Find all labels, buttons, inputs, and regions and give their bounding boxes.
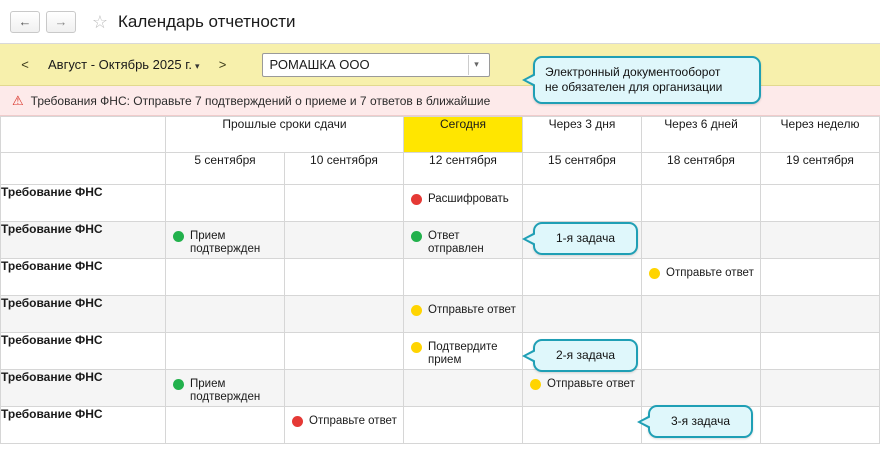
status-dot-red: [292, 416, 303, 427]
callout-tail-inner: [526, 75, 536, 85]
calendar-cell[interactable]: [166, 370, 285, 407]
task-item-label: Прием подтвержден: [190, 230, 261, 255]
calendar-cell[interactable]: [166, 259, 285, 296]
task-item[interactable]: [166, 222, 284, 256]
row-label: Требование ФНС: [1, 296, 166, 333]
calendar-cell[interactable]: [285, 296, 404, 333]
table-row[interactable]: [1, 222, 880, 259]
callout-edo: [533, 56, 761, 104]
table-row[interactable]: [1, 370, 880, 407]
calendar-cell[interactable]: [285, 222, 404, 259]
table-row[interactable]: [1, 296, 880, 333]
company-value[interactable]: РОМАШКА ООО: [269, 57, 370, 72]
calendar-cell[interactable]: [642, 259, 761, 296]
status-dot-green: [411, 231, 422, 242]
company-field[interactable]: [262, 53, 490, 77]
calendar-cell[interactable]: [285, 407, 404, 444]
calendar-cell[interactable]: [404, 407, 523, 444]
calendar-cell[interactable]: [523, 185, 642, 222]
calendar-cell[interactable]: [523, 370, 642, 407]
calendar-cell[interactable]: [642, 296, 761, 333]
date-header-cell: 5 сентября: [166, 153, 285, 185]
calendar-cell[interactable]: [761, 407, 880, 444]
calendar-cell[interactable]: [404, 259, 523, 296]
title-bar: [0, 0, 880, 44]
calendar-cell[interactable]: [285, 259, 404, 296]
callout-task-1-text: 1-я задача: [555, 231, 615, 245]
table-row[interactable]: [1, 259, 880, 296]
calendar-cell[interactable]: [523, 407, 642, 444]
next-period-button[interactable]: >: [218, 57, 227, 72]
task-item[interactable]: [285, 407, 403, 428]
task-item-label: Прием подтвержден: [190, 378, 261, 403]
calendar-cell[interactable]: [523, 296, 642, 333]
calendar-cell[interactable]: [166, 296, 285, 333]
page-title: Календарь отчетности: [118, 11, 296, 31]
status-dot-yellow: [411, 305, 422, 316]
task-item[interactable]: [404, 222, 522, 256]
prev-period-button[interactable]: <: [21, 57, 29, 72]
calendar-cell[interactable]: [761, 259, 880, 296]
status-dot-yellow: [411, 342, 422, 353]
status-dot-yellow: [530, 379, 541, 390]
favorite-star-icon[interactable]: ☆: [91, 11, 109, 32]
forward-button[interactable]: [46, 11, 76, 33]
row-label: Требование ФНС: [1, 222, 166, 259]
task-item[interactable]: [523, 370, 641, 391]
status-dot-green: [173, 231, 184, 242]
date-header-cell: 15 сентября: [523, 153, 642, 185]
callout-task-1: [533, 222, 638, 255]
period-text: Август - Октябрь 2025 г.: [48, 57, 192, 72]
table-body: [1, 185, 880, 444]
date-header-row: [1, 153, 880, 185]
date-header-cell: 12 сентября: [404, 153, 523, 185]
period-label[interactable]: [38, 57, 210, 72]
group-header-cell: Через неделю: [761, 117, 880, 153]
callout-task-2-text: 2-я задача: [555, 348, 615, 362]
calendar-cell[interactable]: [166, 333, 285, 370]
calendar-cell[interactable]: [404, 370, 523, 407]
calendar-cell[interactable]: [523, 259, 642, 296]
status-dot-red: [411, 194, 422, 205]
group-header-cell: Сегодня: [404, 117, 523, 153]
back-button[interactable]: [10, 11, 40, 33]
row-label: Требование ФНС: [1, 370, 166, 407]
calendar-cell[interactable]: [285, 370, 404, 407]
calendar-cell[interactable]: [166, 185, 285, 222]
calendar-cell[interactable]: [285, 185, 404, 222]
calendar-cell[interactable]: [642, 370, 761, 407]
calendar-cell[interactable]: [642, 185, 761, 222]
task-item-label: Отправьте ответ: [666, 267, 754, 279]
table-head: [1, 117, 880, 185]
calendar-cell[interactable]: [166, 222, 285, 259]
task-item-label: Отправьте ответ: [309, 415, 397, 427]
callout-tail-inner: [526, 234, 536, 244]
row-label: Требование ФНС: [1, 259, 166, 296]
calendar-cell[interactable]: [761, 222, 880, 259]
task-item[interactable]: [166, 370, 284, 404]
calendar-cell[interactable]: [285, 333, 404, 370]
callout-tail-inner: [641, 417, 651, 427]
group-header-cell: Через 6 дней: [642, 117, 761, 153]
row-label: Требование ФНС: [1, 185, 166, 222]
calendar-table-wrapper: [0, 116, 880, 444]
callout-task-3: [648, 405, 753, 438]
group-header-cell: Через 3 дня: [523, 117, 642, 153]
calendar-cell[interactable]: [404, 296, 523, 333]
table-row[interactable]: [1, 185, 880, 222]
task-item-label: Ответ отправлен: [428, 230, 484, 255]
callout-tail-inner: [526, 351, 536, 361]
calendar-cell[interactable]: [404, 185, 523, 222]
status-dot-yellow: [649, 268, 660, 279]
callout-task-3-text: 3-я задача: [670, 414, 730, 428]
task-item[interactable]: [642, 259, 760, 280]
task-item[interactable]: [404, 333, 522, 367]
warning-icon: ⚠: [12, 93, 24, 108]
calendar-cell[interactable]: [642, 222, 761, 259]
calendar-cell[interactable]: [761, 185, 880, 222]
group-header-cell: [1, 117, 166, 153]
chevron-down-icon: ▾: [194, 61, 200, 71]
group-header-row: [1, 117, 880, 153]
date-header-cell: 10 сентября: [285, 153, 404, 185]
calendar-cell[interactable]: [761, 333, 880, 370]
group-header-cell: Прошлые сроки сдачи: [166, 117, 404, 153]
row-label: Требование ФНС: [1, 407, 166, 444]
task-item[interactable]: [404, 296, 522, 317]
arrow-left-icon: ←: [18, 14, 32, 29]
callout-task-2: [533, 339, 638, 372]
date-header-cell: 18 сентября: [642, 153, 761, 185]
calendar-cell[interactable]: [404, 222, 523, 259]
table-row[interactable]: [1, 333, 880, 370]
warning-text: Требования ФНС: Отправьте 7 подтверждений о приеме и 7 ответов в ближайшие: [30, 93, 491, 108]
task-item-label: Отправьте ответ: [428, 304, 516, 316]
calendar-cell[interactable]: [761, 296, 880, 333]
date-header-cell: [1, 153, 166, 185]
status-dot-green: [173, 379, 184, 390]
callout-edo-text: Электронный документооборот не обязателен для организации: [545, 65, 723, 94]
task-item-label: Расшифровать: [428, 193, 509, 205]
arrow-right-icon: →: [54, 14, 68, 29]
chevron-down-icon[interactable]: ▾: [468, 55, 485, 75]
calendar-cell[interactable]: [761, 370, 880, 407]
calendar-cell[interactable]: [166, 407, 285, 444]
calendar-cell[interactable]: [404, 333, 523, 370]
task-item-label: Подтвердите прием: [428, 341, 498, 366]
row-label: Требование ФНС: [1, 333, 166, 370]
calendar-cell[interactable]: [642, 333, 761, 370]
calendar-table: [0, 116, 880, 444]
task-item[interactable]: [404, 185, 522, 206]
task-item-label: Отправьте ответ: [547, 378, 635, 390]
date-header-cell: 19 сентября: [761, 153, 880, 185]
